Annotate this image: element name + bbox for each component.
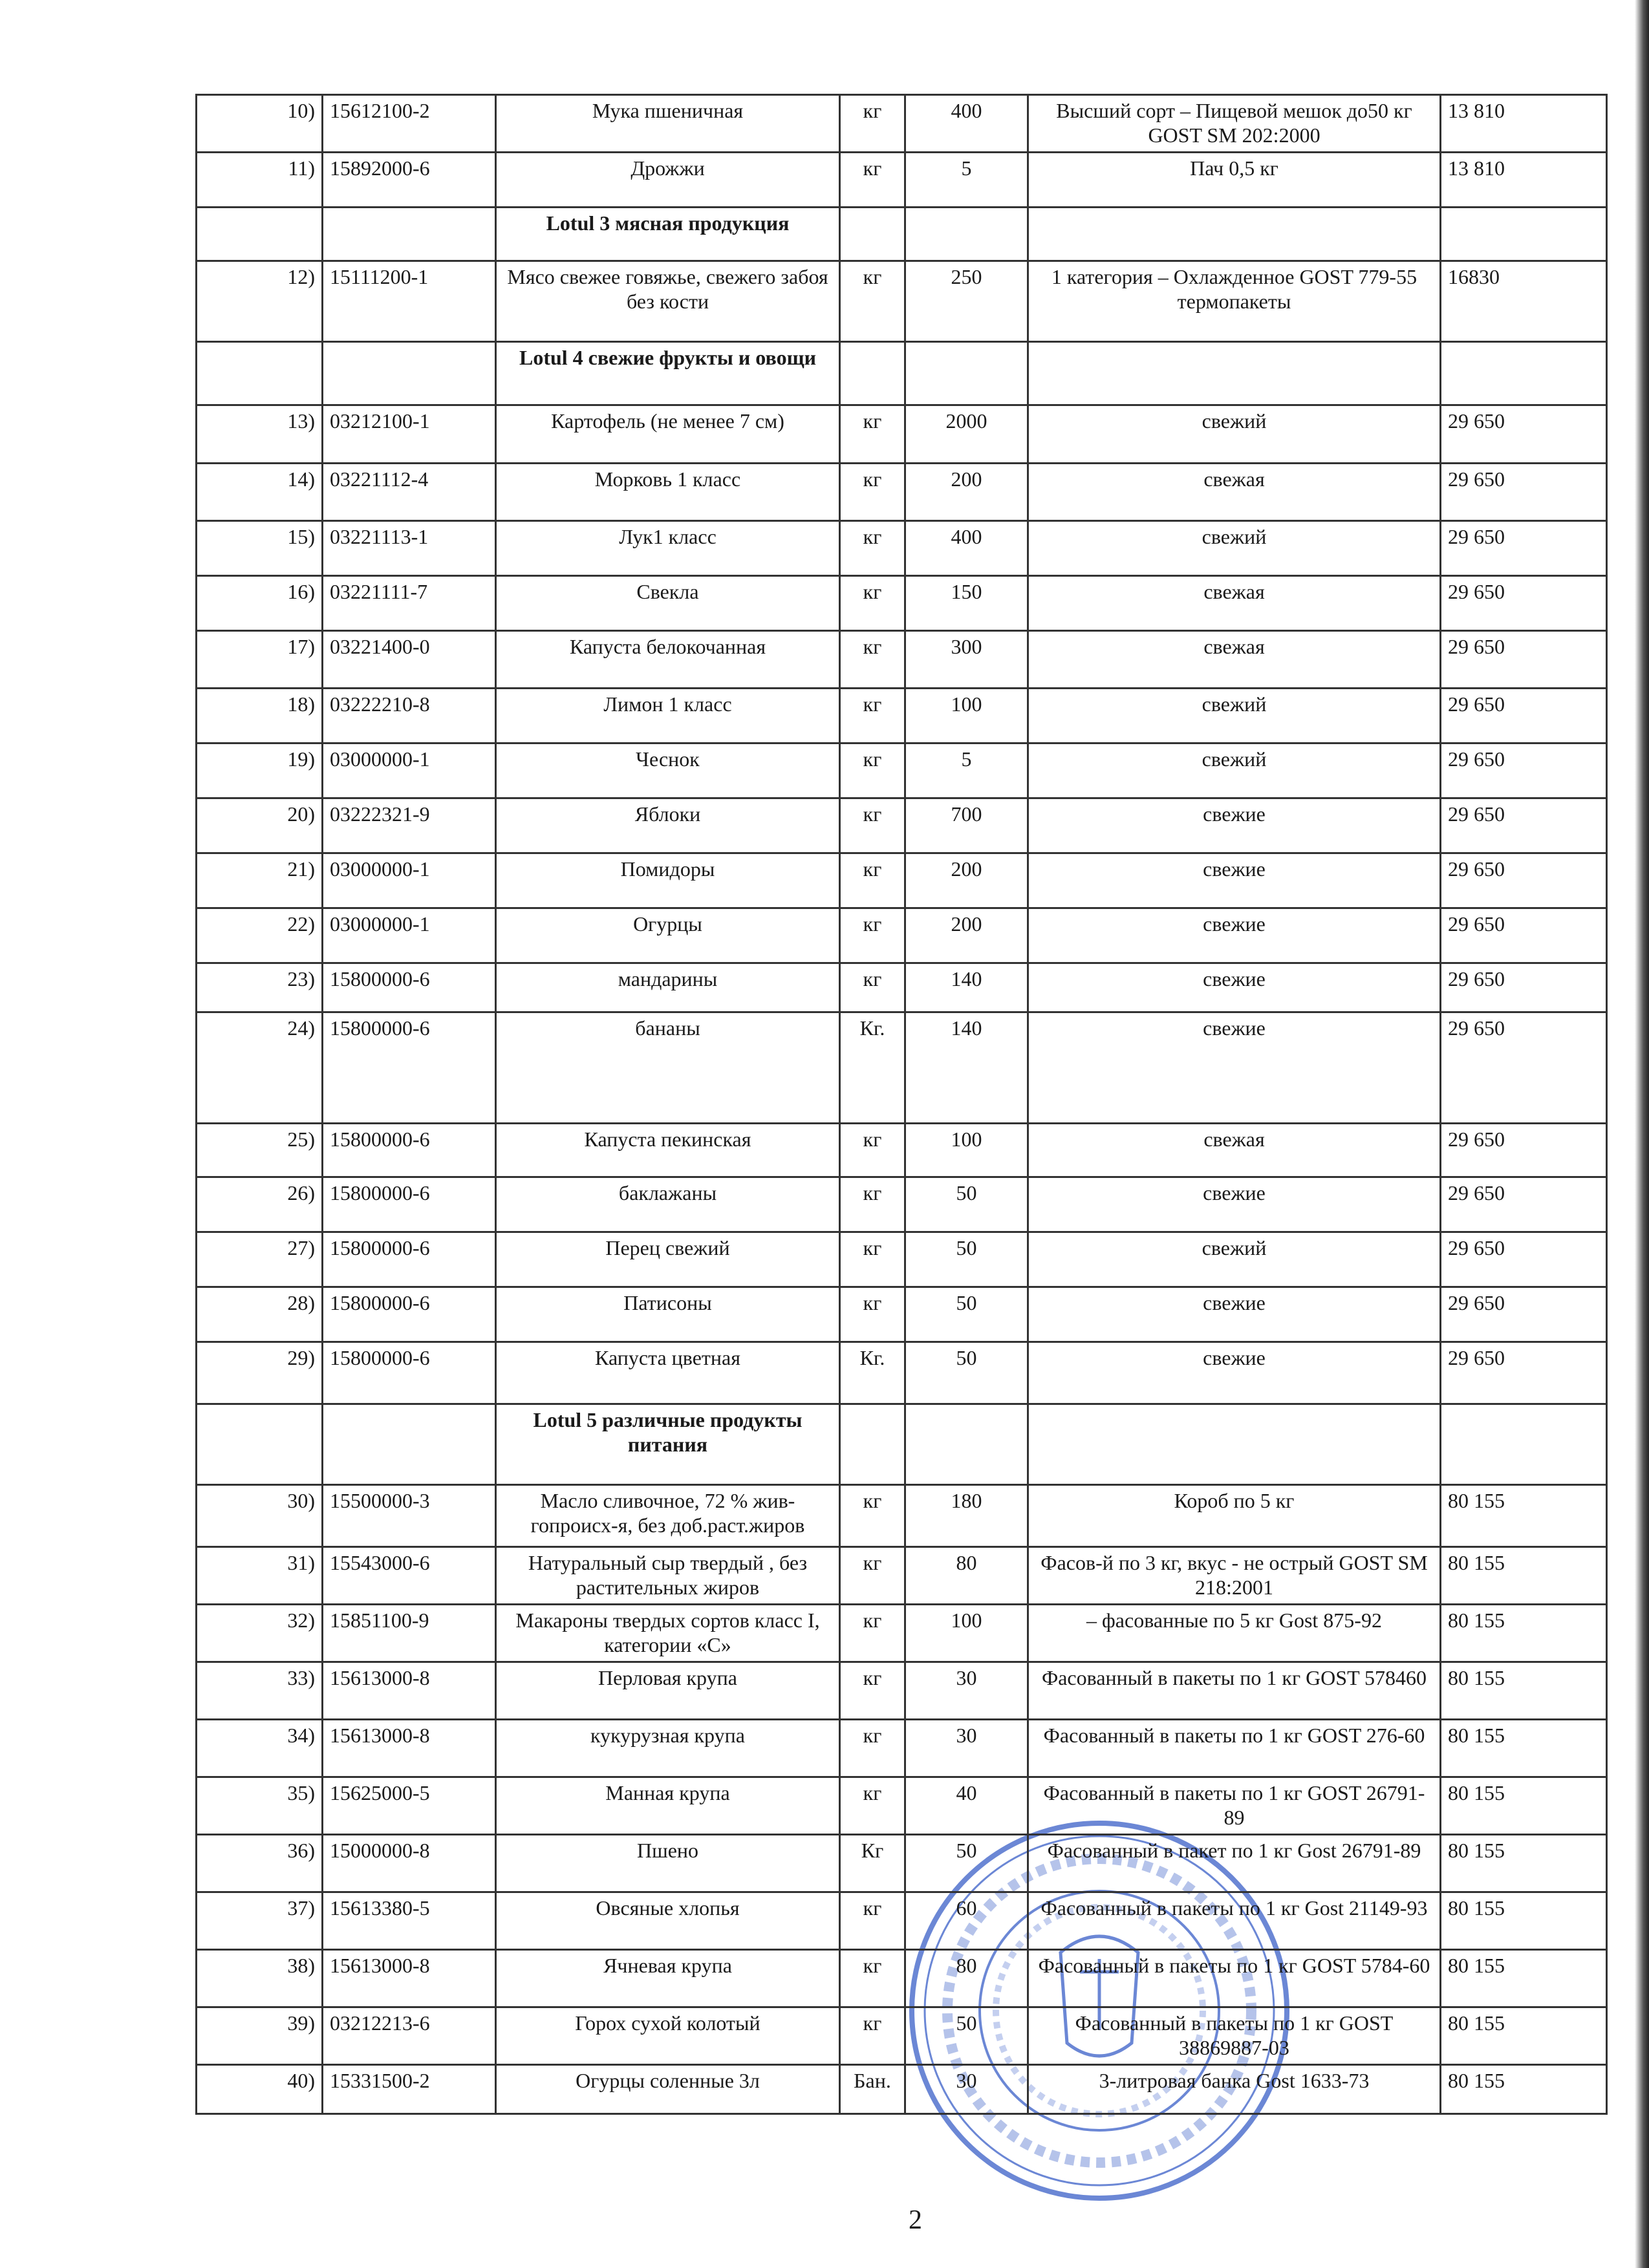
cell-unit: Кг. xyxy=(840,1342,905,1404)
cell-qty: 200 xyxy=(905,853,1028,908)
cell-code: 15111200-1 xyxy=(323,261,496,342)
cell-num: 10) xyxy=(197,95,323,153)
cell-qty: 80 xyxy=(905,1950,1028,2007)
cell-num: 14) xyxy=(197,464,323,521)
cell-spec: свежие xyxy=(1028,1012,1441,1124)
cell-spec: 1 категория – Охлажденное GOST 779-55 термопакеты xyxy=(1028,261,1441,342)
cell-name: Капуста белокочанная xyxy=(496,631,840,689)
cell-unit: кг xyxy=(840,1287,905,1342)
cell-name: Пшено xyxy=(496,1835,840,1892)
cell-spec: свежие xyxy=(1028,908,1441,963)
cell-qty xyxy=(905,208,1028,261)
cell-code: 15800000-6 xyxy=(323,963,496,1012)
cell-price: 80 155 xyxy=(1441,1720,1607,1777)
table-row xyxy=(197,798,1607,853)
cell-price: 29 650 xyxy=(1441,1124,1607,1177)
cell-num: 21) xyxy=(197,853,323,908)
cell-code: 03221112-4 xyxy=(323,464,496,521)
cell-unit: кг xyxy=(840,631,905,689)
cell-unit xyxy=(840,208,905,261)
cell-spec: свежая xyxy=(1028,1124,1441,1177)
cell-num: 31) xyxy=(197,1547,323,1605)
table-row xyxy=(197,2007,1607,2065)
cell-num: 28) xyxy=(197,1287,323,1342)
cell-num: 29) xyxy=(197,1342,323,1404)
cell-unit: кг xyxy=(840,405,905,464)
cell-spec: Пач 0,5 кг xyxy=(1028,153,1441,208)
cell-code: 03222321-9 xyxy=(323,798,496,853)
cell-unit xyxy=(840,342,905,405)
table-row xyxy=(197,1287,1607,1342)
cell-price: 80 155 xyxy=(1441,1892,1607,1950)
cell-code: 15800000-6 xyxy=(323,1012,496,1124)
cell-code: 03221113-1 xyxy=(323,521,496,576)
cell-name: Lotul 3 мясная продукция xyxy=(496,208,840,261)
cell-code: 03000000-1 xyxy=(323,908,496,963)
cell-name: Огурцы xyxy=(496,908,840,963)
cell-unit: Кг. xyxy=(840,1012,905,1124)
cell-code: 15613380-5 xyxy=(323,1892,496,1950)
cell-price: 80 155 xyxy=(1441,1835,1607,1892)
cell-code: 03212213-6 xyxy=(323,2007,496,2065)
cell-price: 29 650 xyxy=(1441,853,1607,908)
table-row xyxy=(197,405,1607,464)
cell-qty: 30 xyxy=(905,1720,1028,1777)
cell-unit: кг xyxy=(840,689,905,744)
table-row xyxy=(197,261,1607,342)
table-row xyxy=(197,1892,1607,1950)
cell-unit: кг xyxy=(840,1720,905,1777)
cell-qty: 100 xyxy=(905,1605,1028,1662)
cell-name: Ячневая крупа xyxy=(496,1950,840,2007)
cell-name: кукурузная крупа xyxy=(496,1720,840,1777)
cell-price: 80 155 xyxy=(1441,1662,1607,1720)
cell-name: Лук1 класс xyxy=(496,521,840,576)
cell-unit: кг xyxy=(840,1177,905,1232)
table-row xyxy=(197,1485,1607,1547)
table-row xyxy=(197,908,1607,963)
cell-qty: 50 xyxy=(905,1232,1028,1287)
table-row xyxy=(197,631,1607,689)
cell-code xyxy=(323,1404,496,1485)
table-row xyxy=(197,153,1607,208)
cell-num: 16) xyxy=(197,576,323,631)
cell-unit: кг xyxy=(840,261,905,342)
cell-name: Овсяные хлопья xyxy=(496,1892,840,1950)
cell-spec: Фасованный в пакеты по 1 кг GOST 5784-60 xyxy=(1028,1950,1441,2007)
cell-code: 15331500-2 xyxy=(323,2065,496,2114)
table-row xyxy=(197,1547,1607,1605)
cell-spec: свежий xyxy=(1028,744,1441,798)
cell-unit: кг xyxy=(840,1950,905,2007)
cell-price: 80 155 xyxy=(1441,2065,1607,2114)
cell-name: Помидоры xyxy=(496,853,840,908)
cell-name: Масло сливочное, 72 % жив-гопроисх-я, без доб.раст.жиров xyxy=(496,1485,840,1547)
cell-qty: 2000 xyxy=(905,405,1028,464)
cell-price xyxy=(1441,1404,1607,1485)
cell-num: 15) xyxy=(197,521,323,576)
cell-qty: 400 xyxy=(905,95,1028,153)
cell-spec: 3-литровая банка Gost 1633-73 xyxy=(1028,2065,1441,2114)
table-row xyxy=(197,963,1607,1012)
cell-qty xyxy=(905,1404,1028,1485)
table-row xyxy=(197,1777,1607,1835)
cell-unit: кг xyxy=(840,2007,905,2065)
cell-unit: кг xyxy=(840,153,905,208)
cell-num xyxy=(197,342,323,405)
table-row xyxy=(197,744,1607,798)
table-row xyxy=(197,1177,1607,1232)
cell-qty: 200 xyxy=(905,464,1028,521)
cell-qty: 30 xyxy=(905,1662,1028,1720)
cell-code: 15612100-2 xyxy=(323,95,496,153)
cell-num: 33) xyxy=(197,1662,323,1720)
cell-spec: свежие xyxy=(1028,798,1441,853)
cell-code xyxy=(323,342,496,405)
cell-spec: свежие xyxy=(1028,853,1441,908)
scan-edge-shadow xyxy=(1635,0,1649,2268)
cell-code: 15892000-6 xyxy=(323,153,496,208)
cell-price: 80 155 xyxy=(1441,1777,1607,1835)
cell-num: 30) xyxy=(197,1485,323,1547)
table-row xyxy=(197,1124,1607,1177)
table-row xyxy=(197,1232,1607,1287)
cell-qty: 5 xyxy=(905,153,1028,208)
cell-unit: кг xyxy=(840,1662,905,1720)
cell-unit: кг xyxy=(840,1892,905,1950)
cell-qty: 50 xyxy=(905,1835,1028,1892)
cell-spec: свежий xyxy=(1028,521,1441,576)
cell-price: 29 650 xyxy=(1441,1342,1607,1404)
cell-num: 12) xyxy=(197,261,323,342)
cell-qty: 140 xyxy=(905,963,1028,1012)
cell-qty: 5 xyxy=(905,744,1028,798)
cell-price: 80 155 xyxy=(1441,1605,1607,1662)
cell-price: 80 155 xyxy=(1441,1485,1607,1547)
cell-price: 13 810 xyxy=(1441,95,1607,153)
cell-unit: кг xyxy=(840,963,905,1012)
cell-unit: кг xyxy=(840,1547,905,1605)
cell-name: Свекла xyxy=(496,576,840,631)
table-row xyxy=(197,1342,1607,1404)
cell-spec: свежая xyxy=(1028,576,1441,631)
cell-name: Капуста цветная xyxy=(496,1342,840,1404)
cell-spec: свежие xyxy=(1028,1177,1441,1232)
table-row xyxy=(197,1720,1607,1777)
cell-name: Морковь 1 класс xyxy=(496,464,840,521)
table-row xyxy=(197,1950,1607,2007)
cell-code: 15851100-9 xyxy=(323,1605,496,1662)
cell-name: Дрожжи xyxy=(496,153,840,208)
cell-unit: кг xyxy=(840,1232,905,1287)
cell-name: Макароны твердых сортов класс I, категории «С» xyxy=(496,1605,840,1662)
cell-price: 29 650 xyxy=(1441,521,1607,576)
cell-code: 15000000-8 xyxy=(323,1835,496,1892)
cell-price: 29 650 xyxy=(1441,1287,1607,1342)
table-row xyxy=(197,2065,1607,2114)
cell-num: 11) xyxy=(197,153,323,208)
cell-spec xyxy=(1028,342,1441,405)
cell-num: 22) xyxy=(197,908,323,963)
cell-qty: 100 xyxy=(905,1124,1028,1177)
procurement-table xyxy=(195,94,1608,2115)
cell-num: 13) xyxy=(197,405,323,464)
cell-name: Lotul 4 свежие фрукты и овощи xyxy=(496,342,840,405)
cell-code: 15613000-8 xyxy=(323,1950,496,2007)
cell-price: 29 650 xyxy=(1441,744,1607,798)
cell-code: 15800000-6 xyxy=(323,1287,496,1342)
cell-code: 15625000-5 xyxy=(323,1777,496,1835)
cell-unit: кг xyxy=(840,853,905,908)
cell-price: 80 155 xyxy=(1441,2007,1607,2065)
cell-spec: свежий xyxy=(1028,689,1441,744)
cell-unit: кг xyxy=(840,464,905,521)
cell-qty: 400 xyxy=(905,521,1028,576)
cell-spec xyxy=(1028,1404,1441,1485)
cell-num: 17) xyxy=(197,631,323,689)
cell-num: 18) xyxy=(197,689,323,744)
cell-num: 24) xyxy=(197,1012,323,1124)
table-row xyxy=(197,689,1607,744)
cell-price: 13 810 xyxy=(1441,153,1607,208)
cell-spec: Высший сорт – Пищевой мешок до50 кг GOST SM 202:2000 xyxy=(1028,95,1441,153)
cell-unit: кг xyxy=(840,744,905,798)
cell-code: 03221400-0 xyxy=(323,631,496,689)
cell-num: 35) xyxy=(197,1777,323,1835)
table-row xyxy=(197,521,1607,576)
cell-qty: 50 xyxy=(905,1287,1028,1342)
cell-name: Мясо свежее говяжье, свежего забоя без кости xyxy=(496,261,840,342)
cell-num xyxy=(197,1404,323,1485)
cell-num: 34) xyxy=(197,1720,323,1777)
cell-name: Яблоки xyxy=(496,798,840,853)
cell-price: 29 650 xyxy=(1441,908,1607,963)
cell-spec: – фасованные по 5 кг Gost 875-92 xyxy=(1028,1605,1441,1662)
lot-header-row xyxy=(197,342,1607,405)
cell-price: 29 650 xyxy=(1441,631,1607,689)
cell-qty: 300 xyxy=(905,631,1028,689)
cell-unit: кг xyxy=(840,1777,905,1835)
lot-header-row xyxy=(197,208,1607,261)
cell-num: 36) xyxy=(197,1835,323,1892)
lot-header-row xyxy=(197,1404,1607,1485)
cell-name: Манная крупа xyxy=(496,1777,840,1835)
table-row xyxy=(197,576,1607,631)
cell-qty: 200 xyxy=(905,908,1028,963)
cell-qty: 50 xyxy=(905,1342,1028,1404)
cell-unit: кг xyxy=(840,1485,905,1547)
table-row xyxy=(197,1012,1607,1124)
cell-name: Перловая крупа xyxy=(496,1662,840,1720)
cell-num: 19) xyxy=(197,744,323,798)
cell-price: 29 650 xyxy=(1441,464,1607,521)
cell-name: бананы xyxy=(496,1012,840,1124)
cell-code: 15800000-6 xyxy=(323,1342,496,1404)
cell-spec: свежая xyxy=(1028,631,1441,689)
cell-name: Лимон 1 класс xyxy=(496,689,840,744)
cell-unit xyxy=(840,1404,905,1485)
cell-name: Патисоны xyxy=(496,1287,840,1342)
cell-unit: кг xyxy=(840,521,905,576)
cell-code: 03222210-8 xyxy=(323,689,496,744)
cell-qty: 140 xyxy=(905,1012,1028,1124)
cell-spec: свежий xyxy=(1028,1232,1441,1287)
cell-name: Мука пшеничная xyxy=(496,95,840,153)
cell-spec: свежие xyxy=(1028,1287,1441,1342)
cell-code: 15543000-6 xyxy=(323,1547,496,1605)
cell-price xyxy=(1441,208,1607,261)
cell-unit: кг xyxy=(840,1124,905,1177)
cell-name: Перец свежий xyxy=(496,1232,840,1287)
cell-name: баклажаны xyxy=(496,1177,840,1232)
cell-name: Чеснок xyxy=(496,744,840,798)
cell-code: 03000000-1 xyxy=(323,744,496,798)
cell-qty: 180 xyxy=(905,1485,1028,1547)
cell-num: 40) xyxy=(197,2065,323,2114)
cell-code: 15800000-6 xyxy=(323,1177,496,1232)
cell-num: 27) xyxy=(197,1232,323,1287)
cell-spec: свежий xyxy=(1028,405,1441,464)
cell-spec: свежая xyxy=(1028,464,1441,521)
cell-price: 29 650 xyxy=(1441,798,1607,853)
table-row xyxy=(197,1835,1607,1892)
cell-unit: кг xyxy=(840,576,905,631)
cell-num: 20) xyxy=(197,798,323,853)
cell-code: 15613000-8 xyxy=(323,1720,496,1777)
cell-price: 29 650 xyxy=(1441,405,1607,464)
cell-code: 15800000-6 xyxy=(323,1232,496,1287)
table-row xyxy=(197,1605,1607,1662)
cell-unit: кг xyxy=(840,908,905,963)
cell-name: Горох сухой колотый xyxy=(496,2007,840,2065)
cell-num: 32) xyxy=(197,1605,323,1662)
table-row xyxy=(197,95,1607,153)
cell-qty: 50 xyxy=(905,1177,1028,1232)
cell-qty: 80 xyxy=(905,1547,1028,1605)
cell-spec: Фасованный в пакет по 1 кг Gost 26791-89 xyxy=(1028,1835,1441,1892)
cell-code: 15500000-3 xyxy=(323,1485,496,1547)
cell-qty: 100 xyxy=(905,689,1028,744)
cell-qty: 250 xyxy=(905,261,1028,342)
cell-spec: Фасованный в пакеты по 1 кг GOST 26791-89 xyxy=(1028,1777,1441,1835)
cell-unit: кг xyxy=(840,798,905,853)
cell-price: 29 650 xyxy=(1441,576,1607,631)
cell-name: Картофель (не менее 7 см) xyxy=(496,405,840,464)
cell-num xyxy=(197,208,323,261)
cell-qty: 30 xyxy=(905,2065,1028,2114)
cell-num: 26) xyxy=(197,1177,323,1232)
cell-unit: Кг xyxy=(840,1835,905,1892)
table-row xyxy=(197,853,1607,908)
cell-code: 15800000-6 xyxy=(323,1124,496,1177)
cell-qty: 50 xyxy=(905,2007,1028,2065)
cell-qty: 40 xyxy=(905,1777,1028,1835)
cell-spec: Фасованный в пакеты по 1 кг GOST 276-60 xyxy=(1028,1720,1441,1777)
cell-code: 03212100-1 xyxy=(323,405,496,464)
cell-qty xyxy=(905,342,1028,405)
cell-spec xyxy=(1028,208,1441,261)
cell-num: 38) xyxy=(197,1950,323,2007)
cell-spec: Фасованный в пакеты по 1 кг GOST 38869887-03 xyxy=(1028,2007,1441,2065)
cell-price: 29 650 xyxy=(1441,963,1607,1012)
cell-unit: кг xyxy=(840,1605,905,1662)
cell-price xyxy=(1441,342,1607,405)
cell-qty: 60 xyxy=(905,1892,1028,1950)
cell-price: 16830 xyxy=(1441,261,1607,342)
table-row xyxy=(197,1662,1607,1720)
cell-price: 29 650 xyxy=(1441,1012,1607,1124)
cell-code: 03000000-1 xyxy=(323,853,496,908)
cell-num: 23) xyxy=(197,963,323,1012)
cell-spec: свежие xyxy=(1028,1342,1441,1404)
cell-price: 80 155 xyxy=(1441,1547,1607,1605)
cell-code: 03221111-7 xyxy=(323,576,496,631)
cell-spec: Короб по 5 кг xyxy=(1028,1485,1441,1547)
cell-name: Натуральный сыр твердый , без растительных жиров xyxy=(496,1547,840,1605)
cell-price: 80 155 xyxy=(1441,1950,1607,2007)
cell-spec: Фасов-й по 3 кг, вкус - не острый GOST SM 218:2001 xyxy=(1028,1547,1441,1605)
cell-price: 29 650 xyxy=(1441,1177,1607,1232)
cell-price: 29 650 xyxy=(1441,689,1607,744)
cell-name: Огурцы соленные 3л xyxy=(496,2065,840,2114)
cell-qty: 700 xyxy=(905,798,1028,853)
table-row xyxy=(197,464,1607,521)
cell-unit: кг xyxy=(840,95,905,153)
cell-price: 29 650 xyxy=(1441,1232,1607,1287)
cell-num: 39) xyxy=(197,2007,323,2065)
cell-spec: Фасованный в пакеты по 1 кг GOST 578460 xyxy=(1028,1662,1441,1720)
cell-spec: свежие xyxy=(1028,963,1441,1012)
cell-code xyxy=(323,208,496,261)
page-number: 2 xyxy=(909,2205,922,2235)
cell-name: мандарины xyxy=(496,963,840,1012)
cell-unit: Бан. xyxy=(840,2065,905,2114)
cell-num: 25) xyxy=(197,1124,323,1177)
cell-spec: Фасованный в пакеты по 1 кг Gost 21149-93 xyxy=(1028,1892,1441,1950)
cell-name: Капуста пекинская xyxy=(496,1124,840,1177)
cell-qty: 150 xyxy=(905,576,1028,631)
cell-name: Lotul 5 различные продукты питания xyxy=(496,1404,840,1485)
cell-code: 15613000-8 xyxy=(323,1662,496,1720)
cell-num: 37) xyxy=(197,1892,323,1950)
